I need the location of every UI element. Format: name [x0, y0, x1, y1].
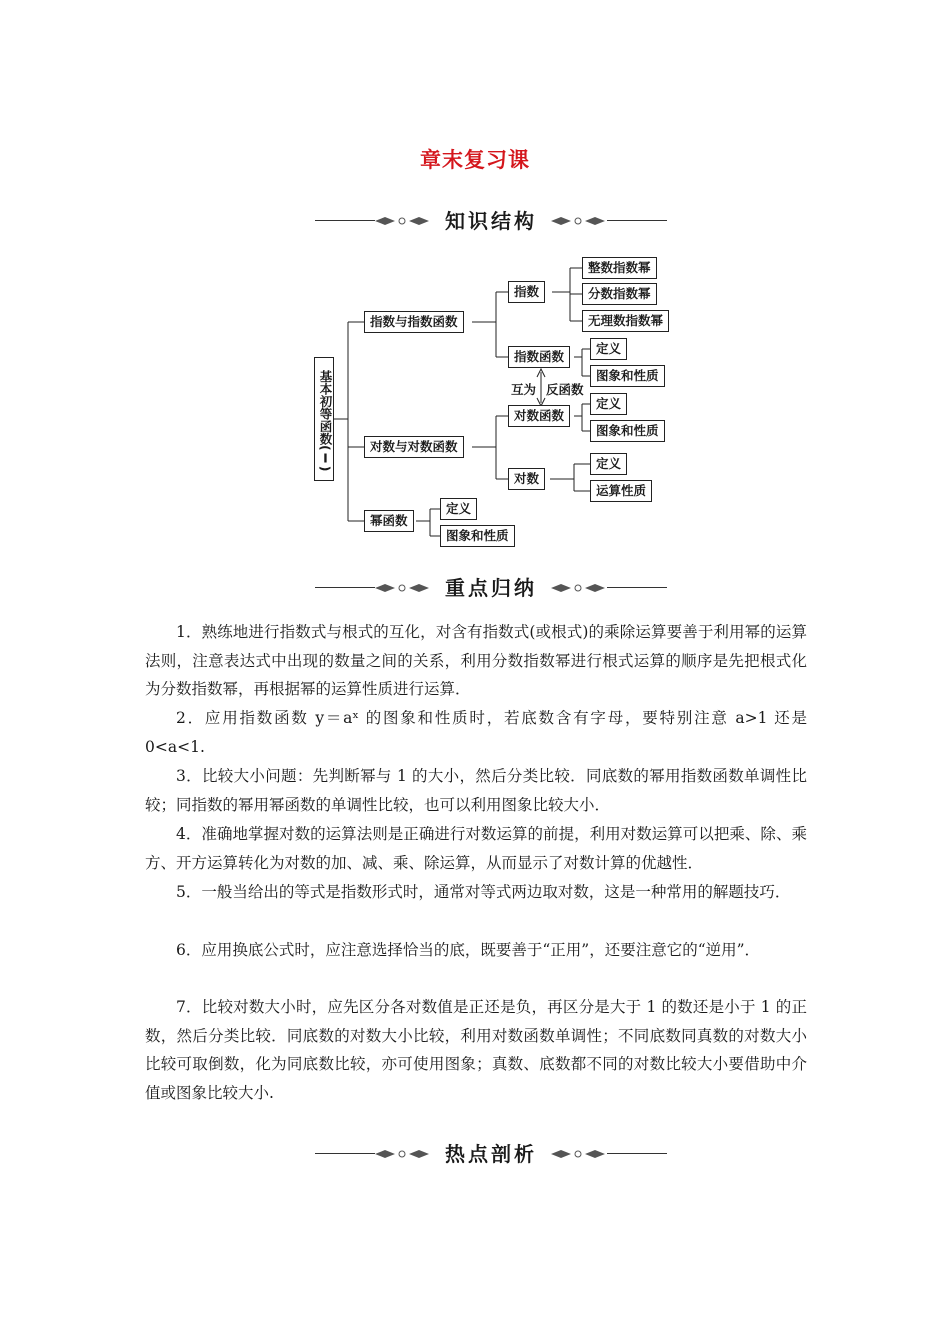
section-title: 知识结构 [445, 209, 537, 233]
logarithm-child-node: 运算性质 [590, 480, 652, 502]
power-child-node: 图象和性质 [440, 525, 515, 547]
logarithm-child-node: 定义 [590, 453, 627, 475]
exponent-child-node: 整数指数幂 [582, 257, 657, 279]
log-function-child-node: 图象和性质 [590, 420, 665, 442]
inverse-label-right: 反函数 [546, 382, 584, 397]
power-branch-node: 幂函数 [364, 510, 414, 532]
key-point-paragraph: 7．比较对数大小时，应先区分各对数值是正还是负，再区分是大于 1 的数还是小于 1 的正数，然后分类比较．同底数的对数大小比较，利用对数函数单调性；不同底数同真数的对数大小比较可取倒数，化为同底数比较，亦可使用图象；真数、底数都不同的对数比较大小要借助中介值或图象比较大小. [145, 998, 807, 1102]
exponent-child-node: 分数指数幂 [582, 283, 657, 305]
section-title: 热点剖析 [445, 1142, 537, 1166]
section-header-hot-topics [315, 1139, 667, 1169]
key-point-paragraph: 1．熟练地进行指数式与根式的互化，对含有指数式(或根式)的乘除运算要善于利用幂的运算法则，注意表达式中出现的数量之间的关系，利用分数指数幂进行根式运算的顺序是先把根式化为分数指数幂，再根据幂的运算性质进行运算． [145, 623, 807, 698]
key-point-paragraph: 5．一般当给出的等式是指数形式时，通常对等式两边取对数，这是一种常用的解题技巧． [176, 883, 791, 901]
exp-function-child-node: 定义 [590, 338, 627, 360]
key-point-paragraph: 4．准确地掌握对数的运算法则是正确进行对数运算的前提，利用对数运算可以把乘、除、乘方、开方运算转化为对数的加、减、乘、除运算，从而显示了对数计算的优越性． [145, 825, 807, 872]
log-branch-node: 对数与对数函数 [364, 436, 464, 458]
log-function-child-node: 定义 [590, 393, 627, 415]
exponent-node: 指数 [508, 281, 545, 303]
key-point-paragraph: 2．应用指数函数 y＝aˣ 的图象和性质时，若底数含有字母，要特别注意 a>1 还是 0<a<1. [145, 709, 807, 756]
exp-branch-node: 指数与指数函数 [364, 311, 464, 333]
section-title: 重点归纳 [445, 576, 537, 600]
key-point-paragraph: 3．比较大小问题：先判断幂与 1 的大小，然后分类比较．同底数的幂用指数函数单调性比较；同指数的幂用幂函数的单调性比较，也可以利用图象比较大小． [145, 767, 807, 814]
section-header-key-points [315, 573, 667, 603]
log-function-node: 对数函数 [508, 405, 570, 427]
inverse-label-left: 互为 [511, 382, 537, 397]
key-point-paragraph: 6．应用换底公式时，应注意选择恰当的底，既要善于“正用”，还要注意它的“逆用”． [176, 941, 761, 959]
exp-function-child-node: 图象和性质 [590, 365, 665, 387]
logarithm-node: 对数 [508, 468, 545, 490]
page-title: 章末复习课 [420, 148, 530, 172]
power-child-node: 定义 [440, 498, 477, 520]
exponent-child-node: 无理数指数幂 [582, 310, 669, 332]
diagram-root: 基本初等函数(Ⅰ) [314, 357, 334, 481]
exp-function-node: 指数函数 [508, 346, 570, 368]
